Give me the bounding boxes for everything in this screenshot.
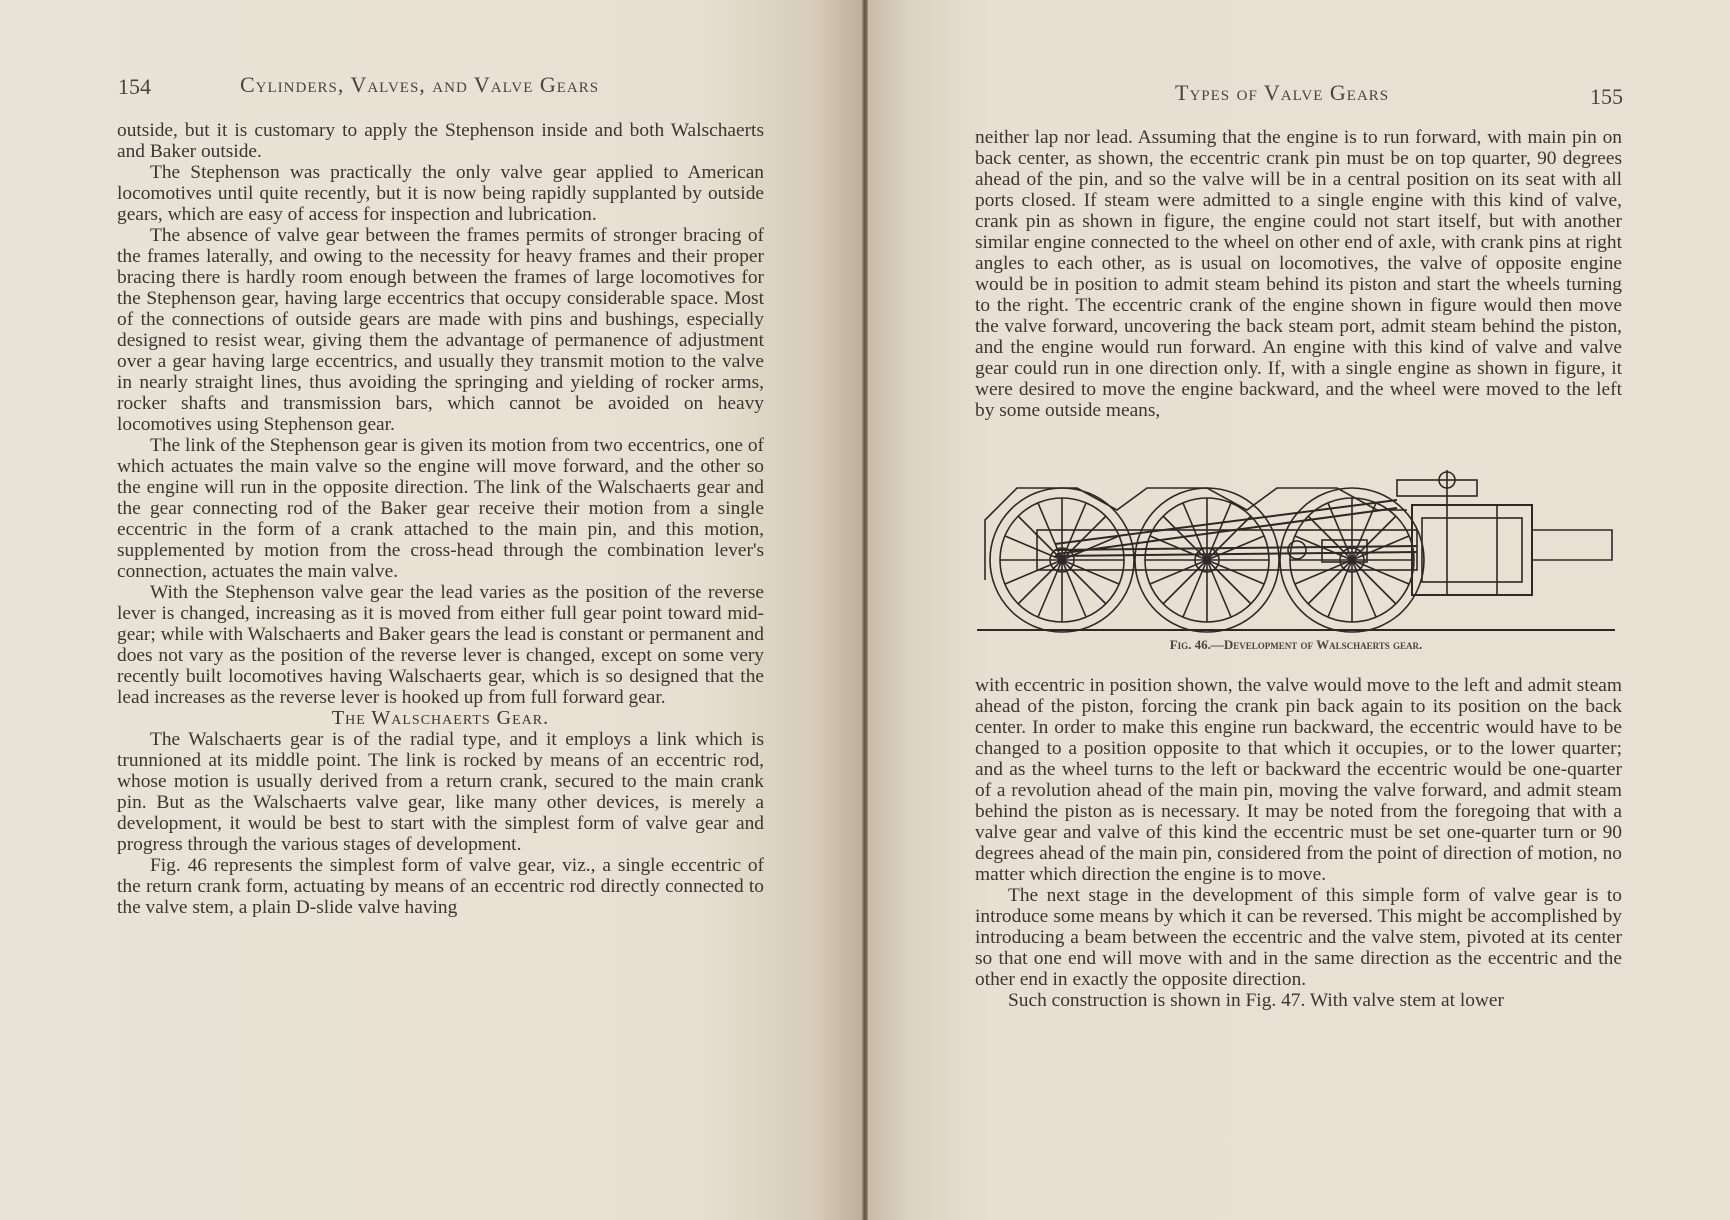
paragraph: neither lap nor lead. Assuming that the engine is to run forward, with main pin on back center, as shown, the eccentric crank pin must be on top quarter, 90 degrees ahead of the pin, and so the valve will be in a central position on its seat with all ports closed. If steam were admitted to a single engine with this kind of valve, crank pin as shown in figure, the engine could not start itself, but with another similar engine connected to the wheel on other end of axle, with crank pins at right angles to each other, as is usual on locomotives, the valve of opposite engine would be in position to admit steam behind its piston and start the wheels turning to the right. The eccentric crank of the engine shown in figure would then move the valve forward, uncovering the back steam port, admit steam behind the piston, and the engine would run forward. An engine with this kind of valve and valve gear could run in one direction only. If, with a single engine as shown in figure, it were desired to move the engine backward, and the wheel were moved to the left by some outside means, (975, 127, 1622, 421)
paragraph: with eccentric in position shown, the valve would move to the left and admit steam ahead of the piston, forcing the crank pin back again to its position on the back center. In order to make this engine run backward, the eccentric would have to be changed to a position opposite to that which it occupies, or to the lower quarter; and as the wheel turns to the left or backward the eccentric would be one-quarter of a revolution ahead of the main pin, moving the valve forward, and admit steam behind the piston as is necessary. It may be noted from the foregoing that with a valve gear and valve of this kind the eccentric must be set one-quarter turn or 90 degrees ahead of the main pin, considered from the point of direction of motion, no matter which direction the engine is to move. (975, 675, 1622, 885)
left-running-head: Cylinders, Valves, and Valve Gears (240, 72, 600, 97)
paragraph: The link of the Stephenson gear is given its motion from two eccentrics, one of which actuates the main valve so the engine will move forward, and the other so the engine will run in the opposite direction. The link of the Walschaerts gear and the gear connecting rod of the Baker gear receive their motion from a single eccentric in the form of a crank attached to the main pin, and this motion, supplemented by motion from the cross-head through the combination lever's connection, actuates the main valve. (117, 435, 764, 582)
paragraph: The Stephenson was practically the only valve gear applied to American locomotives until quite recently, but it is now being rapidly supplanted by outside gears, which are easy of access for inspection and lubrication. (117, 162, 764, 225)
paragraph: Fig. 46 represents the simplest form of valve gear, viz., a single eccentric of the return crank form, actuating by means of an eccentric rod directly connected to the valve stem, a plain D-slide valve having (117, 855, 764, 918)
paragraph: With the Stephenson valve gear the lead varies as the position of the reverse lever is changed, increasing as it is moved from either full gear point toward mid-gear; while with Walschaerts and Baker gears the lead is constant or permanent and does not vary as the position of the reverse lever is changed, except on some very recently built locomotives having Walschaerts gear, which is so designed that the lead increases as the reverse lever is hooked up from full forward gear. (117, 582, 764, 708)
figure-caption: Fig. 46.—Development of Walschaerts gear. (1169, 637, 1423, 652)
paragraph: Such construction is shown in Fig. 47. With valve stem at lower (1008, 990, 1504, 1011)
right-running-head: Types of Valve Gears (1175, 80, 1390, 105)
right-page-number: 155 (1590, 84, 1623, 109)
paragraph: outside, but it is customary to apply the Stephenson inside and both Walschaerts and Baker outside. (117, 120, 764, 162)
left-page-number: 154 (118, 74, 151, 99)
paragraph: The absence of valve gear between the frames permits of stronger bracing of the frames laterally, and owing to the necessity for heavy frames and their proper bracing there is hardly room enough between the frames of large locomotives for the Stephenson gear, having large eccentrics that occupy considerable space. Most of the connections of outside gears are made with pins and bushings, especially designed to resist wear, giving them the advantage of permanence of adjustment over a gear having large eccentrics, and usually they transmit motion to the valve in nearly straight lines, thus avoiding the springing and yielding of rocker arms, rocker shafts and transmission bars, which cannot be avoided on heavy locomotives using Stephenson gear. (117, 225, 764, 435)
right-body-text-bottom (975, 675, 1622, 1011)
paragraph: The next stage in the development of this simple form of valve gear is to introduce some means by which it can be reversed. This might be accomplished by introducing a beam between the eccentric and the valve stem, pivoted at its center so that one end will move with and in the same direction as the eccentric and the other end in exactly the opposite direction. (975, 885, 1622, 990)
book-gutter (862, 0, 868, 1220)
left-body-text (117, 120, 764, 918)
section-heading: The Walschaerts Gear. (331, 707, 550, 729)
paragraph: The Walschaerts gear is of the radial type, and it employs a link which is trunnioned at its middle point. The link is rocked by means of an eccentric rod, whose motion is usually derived from a return crank, secured to the main crank pin. But as the Walschaerts valve gear, like many other devices, is merely a development, it would be best to start with the simplest form of valve gear and progress through the various stages of development. (117, 729, 764, 855)
right-body-text-top (975, 127, 1622, 421)
locomotive-drawing-icon (977, 470, 1615, 635)
walschaerts-gear-figure (977, 470, 1615, 655)
